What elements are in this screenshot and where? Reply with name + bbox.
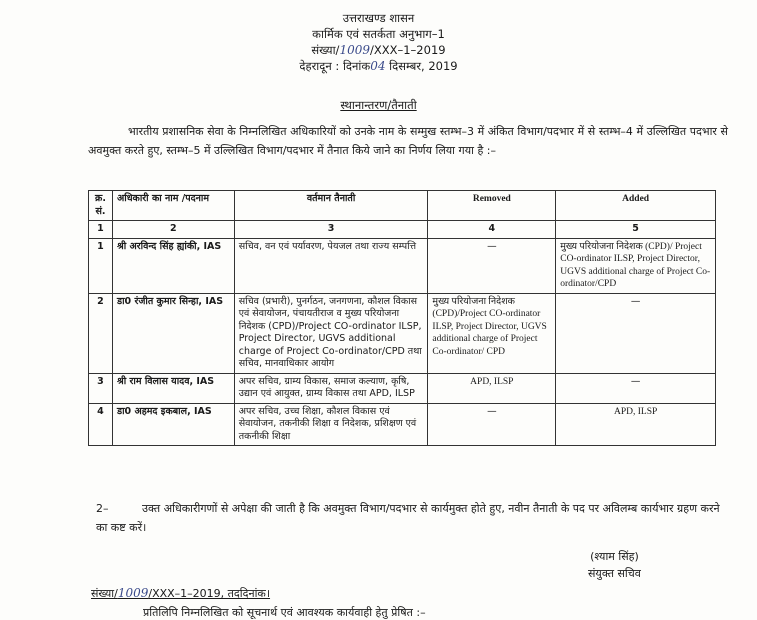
signatory-designation: संयुक्त सचिव	[588, 567, 641, 580]
header-number	[0, 42, 757, 58]
header-removed: Removed	[428, 191, 556, 221]
table-row	[89, 238, 716, 293]
table-column-number-row	[89, 221, 716, 239]
col-number: 4	[428, 221, 556, 239]
table-row	[89, 293, 716, 373]
header-date-suffix: दिसम्बर, 2019	[385, 59, 458, 73]
row-sno: 4	[89, 403, 113, 446]
row-name: श्री राम विलास यादव, IAS	[112, 373, 234, 403]
row-current: अपर सचिव, ग्राम्य विकास, समाज कल्याण, कृषि, उद्यान एवं आयुक्त, ग्राम्य विकास तथा APD, ILSP	[234, 373, 428, 403]
intro-paragraph	[88, 122, 728, 160]
header-number-prefix: संख्या/	[311, 43, 340, 57]
header-added: Added	[556, 191, 716, 221]
header-date	[0, 58, 757, 74]
header-number-suffix: /XXX–1–2019	[369, 43, 446, 57]
col-number: 2	[112, 221, 234, 239]
intro-paragraph-text: भारतीय प्रशासनिक सेवा के निम्नलिखित अधिकारियों को उनके नाम के सम्मुख स्तम्भ–3 में अंकित विभाग/पदभार में से स्तम्भ–4 में उल्लिखित पदभार से अवमुक्त करते हुए, स्तम्भ–5 में उल्लिखित विभाग/पदभार में तैनात किये जाने का निर्णय लिया गया है :–	[88, 125, 728, 157]
col-number: 5	[556, 221, 716, 239]
header-department: कार्मिक एवं सतर्कता अनुभाग–1	[312, 27, 445, 41]
row-name: डा0 अहमद इकबाल, IAS	[112, 403, 234, 446]
row-name: डा0 रंजीत कुमार सिन्हा, IAS	[112, 293, 234, 373]
instruction-paragraph	[96, 499, 726, 537]
row-added: मुख्य परियोजना निदेशक (CPD)/ Project CO-ordinator ILSP, Project Director, UGVS additional charge of Project Co-ordinator/CPD	[556, 238, 716, 293]
row-added: —	[556, 373, 716, 403]
table-row	[89, 403, 716, 446]
instruction-paragraph-text: उक्त अधिकारीगणों से अपेक्षा की जाती है कि अवमुक्त विभाग/पदभार से कार्यमुक्त होते हुए, नवीन तैनाती के पद पर अविलम्ब कार्यभार ग्रहण करने का कष्ट करें।	[96, 502, 720, 534]
row-sno: 1	[89, 238, 113, 293]
row-sno: 3	[89, 373, 113, 403]
reference-suffix: /XXX–1–2019, तददिनांक।	[148, 587, 271, 600]
signature-block	[588, 548, 641, 582]
row-removed: मुख्य परियोजना निदेशक (CPD)/Project CO-ordinator ILSP, Project Director, UGVS additional charge of Project Co-ordinator/ CPD	[428, 293, 556, 373]
reference-number	[91, 586, 270, 601]
signatory-name: (श्याम सिंह)	[590, 550, 639, 563]
handwritten-date: 04	[370, 59, 386, 73]
col-number: 3	[234, 221, 428, 239]
row-removed: —	[428, 238, 556, 293]
handwritten-number: 1009	[339, 43, 370, 57]
row-sno: 2	[89, 293, 113, 373]
table-row	[89, 373, 716, 403]
row-current: सचिव, वन एवं पर्यावरण, पेयजल तथा राज्य सम्पत्ति	[234, 238, 428, 293]
header-sno: क्र. सं.	[89, 191, 113, 221]
col-number: 1	[89, 221, 113, 239]
header-current: वर्तमान तैनाती	[234, 191, 428, 221]
row-removed: APD, ILSP	[428, 373, 556, 403]
row-name: श्री अरविन्द सिंह ह्यांकी, IAS	[112, 238, 234, 293]
header-date-prefix: देहरादून : दिनांक	[299, 59, 371, 73]
row-current: सचिव (प्रभारी), पुनर्गठन, जनगणना, कौशल विकास एवं सेवायोजन, पंचायतीराज व मुख्य परियोजना निदेशक (CPD)/Project CO-ordinator ILSP, Project Director, UGVS additional charge of Project Co-ordinator/CPD तथा सचिव, मानवाधिकार आयोग	[234, 293, 428, 373]
subject-line: स्थानान्तरण/तैनाती	[340, 98, 417, 112]
transfer-table	[88, 190, 716, 446]
row-added: APD, ILSP	[556, 403, 716, 446]
copy-to-line: प्रतिलिपि निम्नलिखित को सूचनार्थ एवं आवश्यक कार्यवाही हेतु प्रेषित :–	[143, 606, 426, 619]
header-state: उत्तराखण्ड शासन	[342, 11, 415, 25]
row-removed: —	[428, 403, 556, 446]
letter-header	[0, 10, 757, 74]
header-name: अधिकारी का नाम /पदनाम	[112, 191, 234, 221]
row-current: अपर सचिव, उच्च शिक्षा, कौशल विकास एवं सेवायोजन, तकनीकी शिक्षा व निदेशक, प्रशिक्षण एवं तकनीकी शिक्षा	[234, 403, 428, 446]
reference-prefix: संख्या/	[91, 587, 118, 600]
paragraph-number: 2–	[96, 502, 109, 515]
table-header-row	[89, 191, 716, 221]
handwritten-reference: 1009	[117, 586, 149, 600]
row-added: —	[556, 293, 716, 373]
